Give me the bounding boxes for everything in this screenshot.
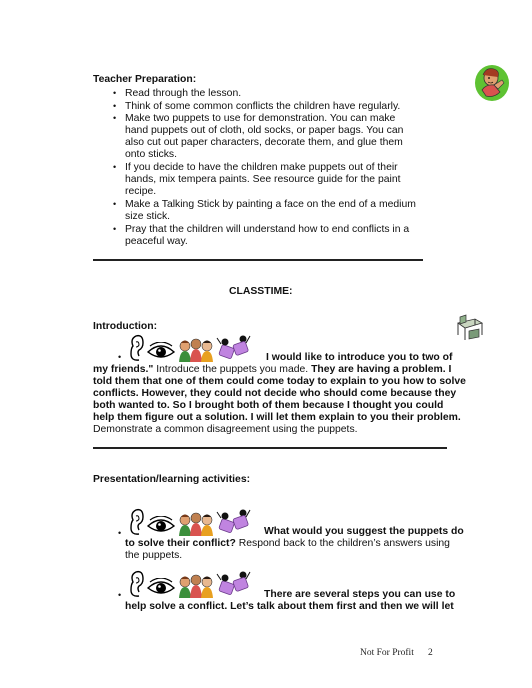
list-item: Make two puppets to use for demonstration. You can make: [125, 113, 396, 124]
puppets-icon: [216, 570, 252, 598]
intro-line-3: told them that one of them could come today to explain to you how to solve: [93, 376, 466, 387]
children-group-icon: [177, 338, 215, 362]
sensory-icons-activity-2: [127, 570, 252, 598]
intro-line-4: conflicts. However, they could not decide who should come because they: [93, 388, 457, 399]
children-group-icon: [177, 574, 215, 598]
child-clipart-icon: [474, 62, 510, 102]
activity-2-steps: There are several steps you can use to: [264, 589, 456, 600]
ear-icon: [127, 570, 145, 598]
intro-problem-text: They are having a problem. I: [308, 364, 452, 375]
divider: [93, 447, 447, 449]
list-item: Make a Talking Stick by painting a face on the end of a medium: [125, 199, 416, 210]
bullet: •: [113, 199, 117, 209]
footer-label: Not For Profit: [360, 648, 414, 658]
list-item-cont: also cut out paper characters, decorate them, and glue them: [125, 137, 403, 148]
eye-icon: [146, 516, 176, 536]
bullet: •: [113, 88, 117, 98]
desk-clipart-icon: [455, 313, 485, 343]
activity-1-conflict-text: to solve their conflict?: [125, 538, 236, 549]
eye-icon: [146, 578, 176, 598]
intro-friends-text: my friends.": [93, 364, 154, 375]
list-item: Think of some common conflicts the children have regularly.: [125, 101, 401, 112]
page-number: 2: [428, 648, 433, 658]
puppets-icon: [216, 508, 252, 536]
activity-1-line-3: the puppets.: [125, 550, 183, 561]
list-item: If you decide to have the children make puppets out of their: [125, 162, 398, 173]
classtime-heading: CLASSTIME:: [229, 286, 293, 297]
activity-1-line-2: [125, 538, 450, 550]
sensory-icons-activity-1: [127, 508, 252, 536]
sensory-icons-intro: [127, 334, 252, 362]
list-item-cont: hands, mix tempera paints. See resource guide for the paint: [125, 174, 401, 185]
list-item-cont: size stick.: [125, 211, 171, 222]
divider: [93, 259, 423, 261]
bullet: •: [113, 224, 117, 234]
introduction-heading: Introduction:: [93, 321, 158, 332]
list-item-cont: recipe.: [125, 186, 157, 197]
list-item-cont: onto sticks.: [125, 149, 177, 160]
ear-icon: [127, 508, 145, 536]
presentation-heading: Presentation/learning activities:: [93, 474, 251, 485]
puppets-icon: [216, 334, 252, 362]
bullet: •: [113, 101, 117, 111]
bullet: •: [118, 352, 122, 362]
bullet: •: [113, 113, 117, 123]
eye-icon: [146, 342, 176, 362]
intro-instruction-text: Introduce the puppets you made.: [153, 364, 309, 375]
list-item-cont: hand puppets out of cloth, old socks, or paper bags. You can: [125, 125, 404, 136]
ear-icon: [127, 334, 145, 362]
intro-quote-start: I would like to introduce you to two of: [266, 352, 453, 363]
intro-line-5: both wanted to. So I brought both of them because I thought you could: [93, 400, 444, 411]
intro-line-6: help them figure out a solution. I will let them explain to you their problem.: [93, 412, 461, 423]
activity-2-line-2: help solve a conflict. Let’s talk about them first and then we will let: [125, 601, 454, 612]
list-item: Read through the lesson.: [125, 88, 242, 99]
list-item-cont: peaceful way.: [125, 236, 188, 247]
intro-line-2: [93, 364, 451, 376]
bullet: •: [118, 528, 122, 538]
intro-line-7: Demonstrate a common disagreement using the puppets.: [93, 424, 358, 435]
activity-1-question: What would you suggest the puppets do: [264, 526, 464, 537]
children-group-icon: [177, 512, 215, 536]
bullet: •: [118, 590, 122, 600]
activity-1-respond-text: Respond back to the children’s answers using: [235, 538, 450, 549]
bullet: •: [113, 162, 117, 172]
list-item: Pray that the children will understand how to end conflicts in a: [125, 224, 410, 235]
teacher-prep-heading: Teacher Preparation:: [93, 74, 197, 85]
